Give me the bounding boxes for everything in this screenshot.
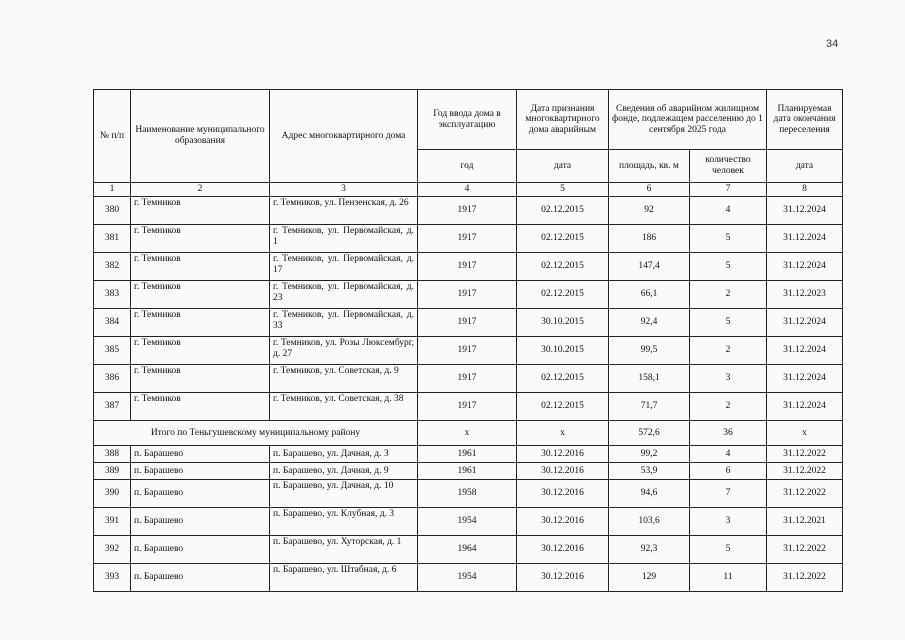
- cell-planned: 31.12.2024: [767, 253, 843, 281]
- cell-year: 1917: [418, 393, 517, 421]
- cell-date: 30.12.2016: [517, 536, 609, 564]
- cell-municipality: г. Темников: [131, 309, 270, 337]
- cell-date: 30.10.2015: [517, 309, 609, 337]
- total-date: х: [517, 421, 609, 446]
- cell-area: 92,4: [609, 309, 690, 337]
- cell-address: п. Барашево, ул. Хуторская, д. 1: [270, 536, 418, 564]
- cell-planned: 31.12.2024: [767, 197, 843, 225]
- header-info-group: Сведения об аварийном жилищном фонде, подлежащем расселению до 1 сентября 2025 года: [609, 90, 767, 150]
- cell-people: 2: [690, 281, 767, 309]
- cell-area: 92,3: [609, 536, 690, 564]
- cell-people: 4: [690, 446, 767, 463]
- column-number: 2: [131, 183, 270, 197]
- cell-municipality: г. Темников: [131, 225, 270, 253]
- header-planned: Планируемая дата окончания переселения: [767, 90, 843, 150]
- cell-area: 158,1: [609, 365, 690, 393]
- cell-planned: 31.12.2023: [767, 281, 843, 309]
- cell-municipality: п. Барашево: [131, 463, 270, 480]
- cell-planned: 31.12.2022: [767, 446, 843, 463]
- cell-municipality: п. Барашево: [131, 480, 270, 508]
- subheader-year: год: [418, 150, 517, 183]
- subheader-date: дата: [517, 150, 609, 183]
- header-address: Адрес многоквартирного дома: [270, 90, 418, 183]
- cell-date: 30.12.2016: [517, 480, 609, 508]
- total-year: х: [418, 421, 517, 446]
- cell-people: 7: [690, 480, 767, 508]
- table-row: [94, 309, 843, 337]
- subheader-planned: дата: [767, 150, 843, 183]
- cell-planned: 31.12.2024: [767, 225, 843, 253]
- cell-people: 4: [690, 197, 767, 225]
- cell-num: 387: [94, 393, 131, 421]
- cell-planned: 31.12.2022: [767, 536, 843, 564]
- column-number: 7: [690, 183, 767, 197]
- cell-date: 30.12.2016: [517, 463, 609, 480]
- cell-year: 1954: [418, 564, 517, 592]
- column-number: 5: [517, 183, 609, 197]
- cell-area: 92: [609, 197, 690, 225]
- cell-municipality: г. Темников: [131, 337, 270, 365]
- cell-num: 390: [94, 480, 131, 508]
- column-number: 8: [767, 183, 843, 197]
- cell-municipality: г. Темников: [131, 281, 270, 309]
- table-row: [94, 281, 843, 309]
- cell-date: 30.12.2016: [517, 446, 609, 463]
- cell-year: 1961: [418, 446, 517, 463]
- total-area: 572,6: [609, 421, 690, 446]
- cell-date: 30.12.2016: [517, 564, 609, 592]
- cell-num: 391: [94, 508, 131, 536]
- cell-year: 1958: [418, 480, 517, 508]
- table-row: [94, 508, 843, 536]
- cell-address: г. Темников, ул. Первомайская, д. 1: [270, 225, 418, 253]
- cell-area: 66,1: [609, 281, 690, 309]
- cell-people: 5: [690, 536, 767, 564]
- cell-year: 1917: [418, 253, 517, 281]
- cell-planned: 31.12.2021: [767, 508, 843, 536]
- cell-address: г. Темников, ул. Первомайская, д. 33: [270, 309, 418, 337]
- cell-num: 386: [94, 365, 131, 393]
- cell-num: 388: [94, 446, 131, 463]
- column-number: 4: [418, 183, 517, 197]
- cell-people: 3: [690, 508, 767, 536]
- cell-date: 02.12.2015: [517, 253, 609, 281]
- cell-planned: 31.12.2024: [767, 337, 843, 365]
- cell-date: 02.12.2015: [517, 281, 609, 309]
- cell-year: 1917: [418, 281, 517, 309]
- column-number: 3: [270, 183, 418, 197]
- cell-date: 02.12.2015: [517, 225, 609, 253]
- cell-address: п. Барашево, ул. Дачная, д. 9: [270, 463, 418, 480]
- cell-planned: 31.12.2022: [767, 564, 843, 592]
- cell-people: 2: [690, 393, 767, 421]
- cell-address: п. Барашево, ул. Штабная, д. 6: [270, 564, 418, 592]
- cell-people: 5: [690, 253, 767, 281]
- subheader-area: площадь, кв. м: [609, 150, 690, 183]
- cell-num: 389: [94, 463, 131, 480]
- cell-people: 3: [690, 365, 767, 393]
- cell-address: г. Темников, ул. Первомайская, д. 17: [270, 253, 418, 281]
- housing-table: [93, 89, 843, 592]
- cell-planned: 31.12.2022: [767, 480, 843, 508]
- cell-people: 5: [690, 225, 767, 253]
- cell-area: 71,7: [609, 393, 690, 421]
- cell-num: 381: [94, 225, 131, 253]
- table-row: [94, 337, 843, 365]
- cell-municipality: п. Барашево: [131, 446, 270, 463]
- cell-address: п. Барашево, ул. Дачная, д. 3: [270, 446, 418, 463]
- cell-date: 30.10.2015: [517, 337, 609, 365]
- cell-municipality: г. Темников: [131, 253, 270, 281]
- column-number: 1: [94, 183, 131, 197]
- cell-area: 94,6: [609, 480, 690, 508]
- cell-area: 129: [609, 564, 690, 592]
- table-row: [94, 365, 843, 393]
- cell-people: 11: [690, 564, 767, 592]
- cell-address: г. Темников, ул. Советская, д. 9: [270, 365, 418, 393]
- table-row: [94, 253, 843, 281]
- total-label: Итого по Теньгушевскому муниципальному району: [94, 421, 418, 446]
- subheader-people: количество человек: [690, 150, 767, 183]
- cell-year: 1917: [418, 309, 517, 337]
- cell-num: 385: [94, 337, 131, 365]
- cell-people: 2: [690, 337, 767, 365]
- cell-municipality: п. Барашево: [131, 564, 270, 592]
- cell-area: 103,6: [609, 508, 690, 536]
- cell-num: 383: [94, 281, 131, 309]
- cell-area: 53,9: [609, 463, 690, 480]
- header-year-commission: Год ввода дома в эксплуатацию: [418, 90, 517, 150]
- cell-address: г. Темников, ул. Пензенская, д. 26: [270, 197, 418, 225]
- cell-planned: 31.12.2022: [767, 463, 843, 480]
- cell-municipality: п. Барашево: [131, 508, 270, 536]
- page-number: 34: [826, 38, 839, 50]
- column-number: 6: [609, 183, 690, 197]
- cell-address: г. Темников, ул. Советская, д. 38: [270, 393, 418, 421]
- cell-municipality: г. Темников: [131, 197, 270, 225]
- cell-date: 02.12.2015: [517, 365, 609, 393]
- cell-municipality: п. Барашево: [131, 536, 270, 564]
- cell-date: 02.12.2015: [517, 197, 609, 225]
- cell-date: 30.12.2016: [517, 508, 609, 536]
- total-people: 36: [690, 421, 767, 446]
- cell-address: г. Темников, ул. Первомайская, д. 23: [270, 281, 418, 309]
- total-planned: х: [767, 421, 843, 446]
- cell-area: 99,2: [609, 446, 690, 463]
- cell-num: 382: [94, 253, 131, 281]
- cell-num: 392: [94, 536, 131, 564]
- table-row: [94, 446, 843, 463]
- cell-year: 1964: [418, 536, 517, 564]
- table-row: [94, 536, 843, 564]
- cell-area: 147,4: [609, 253, 690, 281]
- cell-year: 1917: [418, 197, 517, 225]
- cell-area: 99,5: [609, 337, 690, 365]
- header-municipality: Наименование муниципального образования: [131, 90, 270, 183]
- cell-year: 1954: [418, 508, 517, 536]
- cell-year: 1917: [418, 337, 517, 365]
- cell-area: 186: [609, 225, 690, 253]
- cell-year: 1961: [418, 463, 517, 480]
- table-row: [94, 225, 843, 253]
- cell-people: 6: [690, 463, 767, 480]
- cell-municipality: г. Темников: [131, 365, 270, 393]
- cell-planned: 31.12.2024: [767, 309, 843, 337]
- total-row: [94, 421, 843, 446]
- cell-address: п. Барашево, ул. Дачная, д. 10: [270, 480, 418, 508]
- cell-num: 393: [94, 564, 131, 592]
- column-number-row: [94, 183, 843, 197]
- cell-address: г. Темников, ул. Розы Люксембург, д. 27: [270, 337, 418, 365]
- table-row: [94, 463, 843, 480]
- header-date-emergency: Дата признания многоквартирного дома аварийным: [517, 90, 609, 150]
- table-row: [94, 480, 843, 508]
- table-row: [94, 564, 843, 592]
- cell-date: 02.12.2015: [517, 393, 609, 421]
- cell-municipality: г. Темников: [131, 393, 270, 421]
- cell-address: п. Барашево, ул. Клубная, д. 3: [270, 508, 418, 536]
- cell-num: 380: [94, 197, 131, 225]
- cell-people: 5: [690, 309, 767, 337]
- cell-planned: 31.12.2024: [767, 393, 843, 421]
- cell-year: 1917: [418, 365, 517, 393]
- header-num: № п/п: [94, 90, 131, 183]
- cell-planned: 31.12.2024: [767, 365, 843, 393]
- cell-year: 1917: [418, 225, 517, 253]
- table-row: [94, 197, 843, 225]
- cell-num: 384: [94, 309, 131, 337]
- table-row: [94, 393, 843, 421]
